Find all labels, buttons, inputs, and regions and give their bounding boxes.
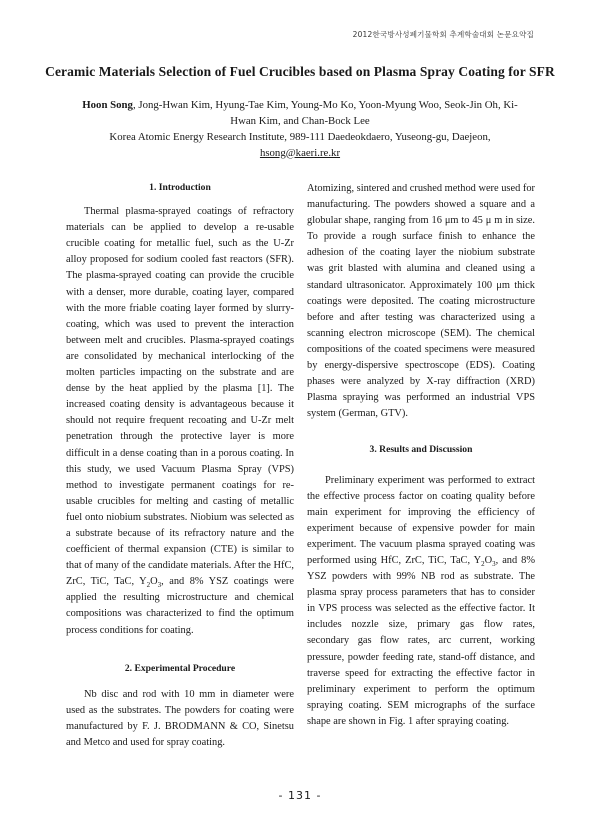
results-heading: 3. Results and Discussion [369, 444, 473, 456]
results-paragraph: Preliminary experiment was performed to extract the effective process factor on coating quality before main experiment for improving the efficiency of experiment because of expensive powder for main experiment. The vacuum plasma sprayed coating was performed using HfC, ZrC, TiC, TaC, $Y_2O_3$, and 8% YSZ powders with 99% NB rod as substrate. The plasma spray process parameters that has to consider in VPS process was selected as the effective factor. It includes nozzle size, primary gas flow rates, secondary gas flow rates, arc current, working pressure, powder feeding rate, stand-off distance, and traverse speed for extracting the effective factor in preliminary experiment to perform the optimum spraying coating. SEM micrographs of the surface shape are shown in Fig. 1 after spraying coating. [307, 474, 535, 727]
experimental-continued: Atomizing, sintered and crushed method were used for manufacturing. The powders showed a square and a globular shape, ranging from 16 μm to 45 μ m in size. To provide a rough surface finish to enhance the adhesion of the coating layer the niobium substrate was grit blasted with alumina and cleaned using a standard ultrasonicator. Approximately 100 μm thick coatings were deposited. The coating microstructure before and after testing was characterized using a scanning electron microscope (SEM). The chemical compositions of the coated specimens were measured by energy-dispersive spectroscope (EDS). Coating phases were analyzed by X-ray diffraction (XRD) Plasma spraying was performed an industrial VPS system (German, GTV). [307, 183, 535, 420]
author-list [70, 98, 530, 129]
page-number: - 131 - [278, 789, 322, 802]
email-link[interactable]: hsong@kaeri.re.kr [259, 146, 341, 159]
lead-author: Hoon Song [82, 99, 133, 111]
left-column [66, 180, 294, 751]
intro-paragraph: Thermal plasma-sprayed coatings of refractory materials can be applied to develop a re-usable crucible coating for metallic fuel, such as the U-Zr alloy proposed for sodium cooled fast reactors (SFR). The plasma-sprayed coating can provide the crucible with a denser, more durable, coating layer, compared with the more friable coating layer formed by slurry-coating, which was used to prevent the interaction between melt and crucibles. Plasma-sprayed coatings are consolidated by mechanical interlocking of the molten particles impacting on the substrate and are dense by the heat applied by the plasma [1]. The increased coating density is advantageous because it should not require frequent recoating and U-Zr melt penetration through the protective layer is more difficult in a dense coating than in a porous coating. In this study, we used Vacuum Plasma Spray (VPS) method to investigate permanent coatings for re-usable crucibles for melting and casting of metallic fuel onto niobium substrates. Niobium was selected as a substrate because of its refractory nature and the coefficient of thermal expansion (CTE) is similar to that of many of the candidate materials. After the HfC, ZrC, TiC, TaC, $Y_2O_3$, and 8% YSZ coatings were applied the resulting microstructure and chemical compositions was characterized to find the optimum process conditions for coating. [66, 206, 295, 636]
intro-heading: 1. Introduction [149, 182, 211, 193]
experimental-heading: 2. Experimental Procedure [124, 662, 236, 674]
paper-title: Ceramic Materials Selection of Fuel Crucibles based on Plasma Spray Coating for SFR [45, 64, 555, 79]
affiliation-block [60, 130, 540, 161]
right-column [307, 181, 535, 730]
proceedings-header: 2012한국방사성폐기물학회 추계학술대회 논문요약집 [352, 30, 534, 39]
experimental-paragraph: Nb disc and rod with 10 mm in diameter were used as the substrates. The powders for coating were manufactured by F. J. BRODMANN & CO, Sinetsu and Metco and used for spray coating. [66, 688, 294, 748]
co-authors: , Jong-Hwan Kim, Hyung-Tae Kim, Young-Mo Ko, Yoon-Myung Woo, Seok-Jin Oh, Ki-Hwan Kim, and Chan-Bock Lee [132, 99, 518, 127]
affiliation: Korea Atomic Energy Research Institute, 989-111 Daedeokdaero, Yuseong-gu, Daejeon, [109, 131, 491, 143]
